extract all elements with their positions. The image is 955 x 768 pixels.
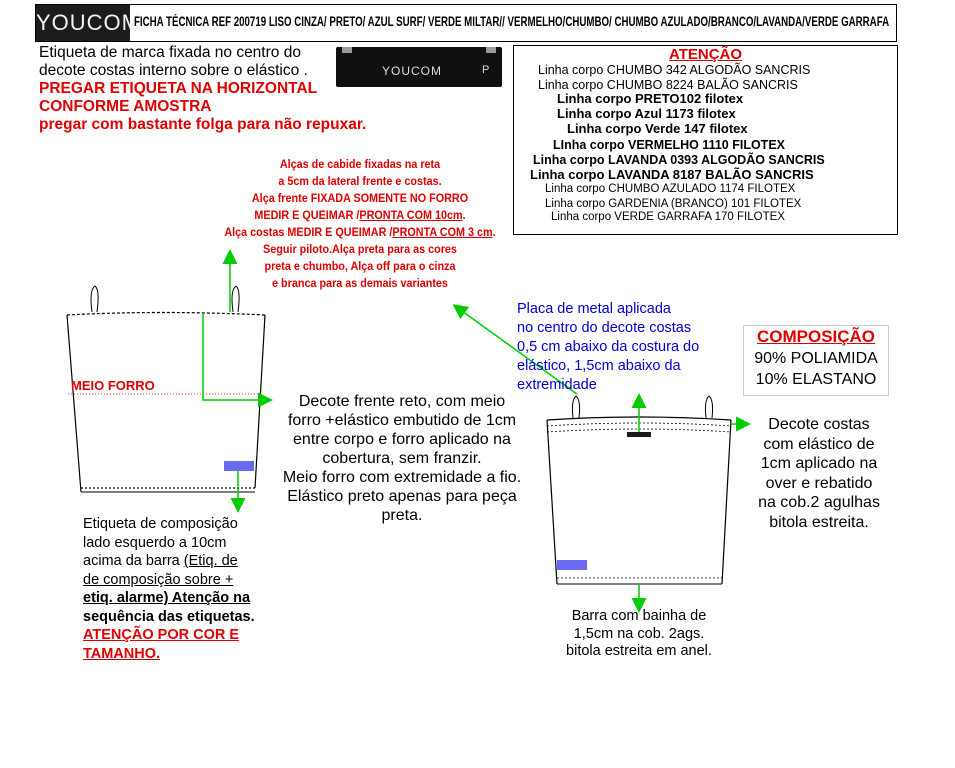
back-neckline-line: Decote costas xyxy=(768,416,870,433)
composition-box xyxy=(743,325,889,396)
straps-note-line: Alça costas MEDIR E QUEIMAR /PRONTA COM 3 cm. xyxy=(224,225,496,239)
comp-note-line: TAMANHO. xyxy=(83,645,161,662)
hem-note xyxy=(549,608,729,661)
composition-line: 90% POLIAMIDA xyxy=(754,350,878,367)
front-neckline-line: entre corpo e forro aplicado na xyxy=(293,431,511,448)
comp-note-line: sequência das etiquetas. xyxy=(83,608,255,625)
front-neckline-line: Decote frente reto, com meio xyxy=(298,393,506,410)
front-neckline-line: preta. xyxy=(381,507,423,524)
attention-line: Linha corpo GARDENIA (BRANCO) 101 FILOTEX xyxy=(545,198,802,210)
straps-note-line: Seguir piloto.Alça preta para as cores xyxy=(263,242,457,256)
brand-label-image-size: P xyxy=(482,64,490,76)
metal-plate-line: elástico, 1,5cm abaixo da xyxy=(517,358,681,374)
attention-line: Linha corpo CHUMBO AZULADO 1174 FILOTEX xyxy=(545,183,796,195)
front-neckline-line: forro +elástico embutido de 1cm xyxy=(287,412,517,429)
back-neckline-note xyxy=(744,415,894,532)
straps-note-line: Alças de cabide fixadas na reta xyxy=(279,157,441,171)
composition-title: COMPOSIÇÃO xyxy=(756,327,876,346)
back-neckline-line: 1cm aplicado na xyxy=(760,455,878,472)
comp-note-line: Etiqueta de composição xyxy=(83,516,238,532)
page-title: FICHA TÉCNICA REF 200719 LISO CINZA/ PRETO/ AZUL SURF/ VERDE MILTAR// VERMELHO/CHUMBO/ CHUMBO AZULADO/BRANCO/LAVANDA/VERDE GARRAFA xyxy=(134,14,890,29)
front-neckline-line: cobertura, sem franzir. xyxy=(322,450,482,467)
attention-line: Linha corpo Azul 1173 filotex xyxy=(557,106,736,121)
attention-line: LInha corpo VERMELHO 1110 FILOTEX xyxy=(553,138,785,152)
back-neckline-line: com elástico de xyxy=(763,435,875,453)
attention-line: Linha corpo LAVANDA 0393 ALGODÃO SANCRIS xyxy=(533,153,825,167)
hem-note-line: bitola estreita em anel. xyxy=(566,643,712,659)
front-neckline-line: Elástico preto apenas para peça xyxy=(287,488,517,505)
brand-logo: YOUCOM xyxy=(36,5,130,41)
metal-plate-line: 0,5 cm abaixo da costura do xyxy=(517,339,700,355)
hem-note-line: 1,5cm na cob. 2ags. xyxy=(573,625,705,642)
back-neckline-line: na cob.2 agulhas xyxy=(758,494,880,511)
attention-title: ATENÇÃO xyxy=(668,46,743,63)
straps-note-line: Alça frente FIXADA SOMENTE NO FORRO xyxy=(251,191,469,205)
comp-note-line: de composição sobre + xyxy=(83,571,234,588)
attention-line: Linha corpo Verde 147 filotex xyxy=(567,121,748,136)
half-lining-label: MEIO FORRO xyxy=(71,378,155,393)
brand-label-line2: decote costas interno sobre o elástico . xyxy=(39,62,308,79)
metal-plate-line: Placa de metal aplicada xyxy=(517,301,671,317)
brand-label-line1: Etiqueta de marca fixada no centro do xyxy=(39,44,301,61)
straps-note-line: e branca para as demais variantes xyxy=(272,276,448,290)
metal-plate-line: extremidade xyxy=(517,377,597,393)
straps-note-line: preta e chumbo, Alça off para o cinza xyxy=(264,259,456,273)
comp-note-line: lado esquerdo a 10cm xyxy=(83,534,227,551)
brand-label-image-text: YOUCOM xyxy=(382,64,442,78)
composition-label-note xyxy=(83,515,255,663)
brand-label-line3: PREGAR ETIQUETA NA HORIZONTAL xyxy=(39,80,318,97)
attention-line: Linha corpo LAVANDA 8187 BALÃO SANCRIS xyxy=(530,167,814,182)
attention-line: Linha corpo VERDE GARRAFA 170 FILOTEX xyxy=(551,211,785,223)
metal-plate-line: no centro do decote costas xyxy=(517,320,692,336)
composition-line: 10% ELASTANO xyxy=(755,371,877,388)
front-neckline-note xyxy=(262,392,542,525)
brand-label-line4: CONFORME AMOSTRA xyxy=(39,98,212,115)
back-neckline-line: over e rebatido xyxy=(765,474,873,492)
comp-note-line: etiq. alarme) Atenção na xyxy=(83,590,251,606)
attention-line: Linha corpo CHUMBO 342 ALGODÃO SANCRIS xyxy=(538,63,811,77)
front-neckline-line: Meio forro com extremidade a fio. xyxy=(282,469,522,486)
straps-note-line: MEDIR E QUEIMAR /PRONTA COM 10cm. xyxy=(254,208,466,222)
metal-plate-note xyxy=(517,300,699,395)
attention-line: Linha corpo CHUMBO 8224 BALÃO SANCRIS xyxy=(538,78,798,92)
comp-note-line: ATENÇÃO POR COR E xyxy=(83,627,240,643)
comp-note-line: acima da barra (Etiq. de xyxy=(83,553,238,569)
attention-line: Linha corpo PRETO102 filotex xyxy=(557,91,744,106)
straps-note-line: a 5cm da lateral frente e costas. xyxy=(278,174,442,188)
back-neckline-line: bitola estreita. xyxy=(769,513,869,531)
brand-label-line5: pregar com bastante folga para não repuxar. xyxy=(39,116,367,133)
hem-note-line: Barra com bainha de xyxy=(571,608,707,624)
